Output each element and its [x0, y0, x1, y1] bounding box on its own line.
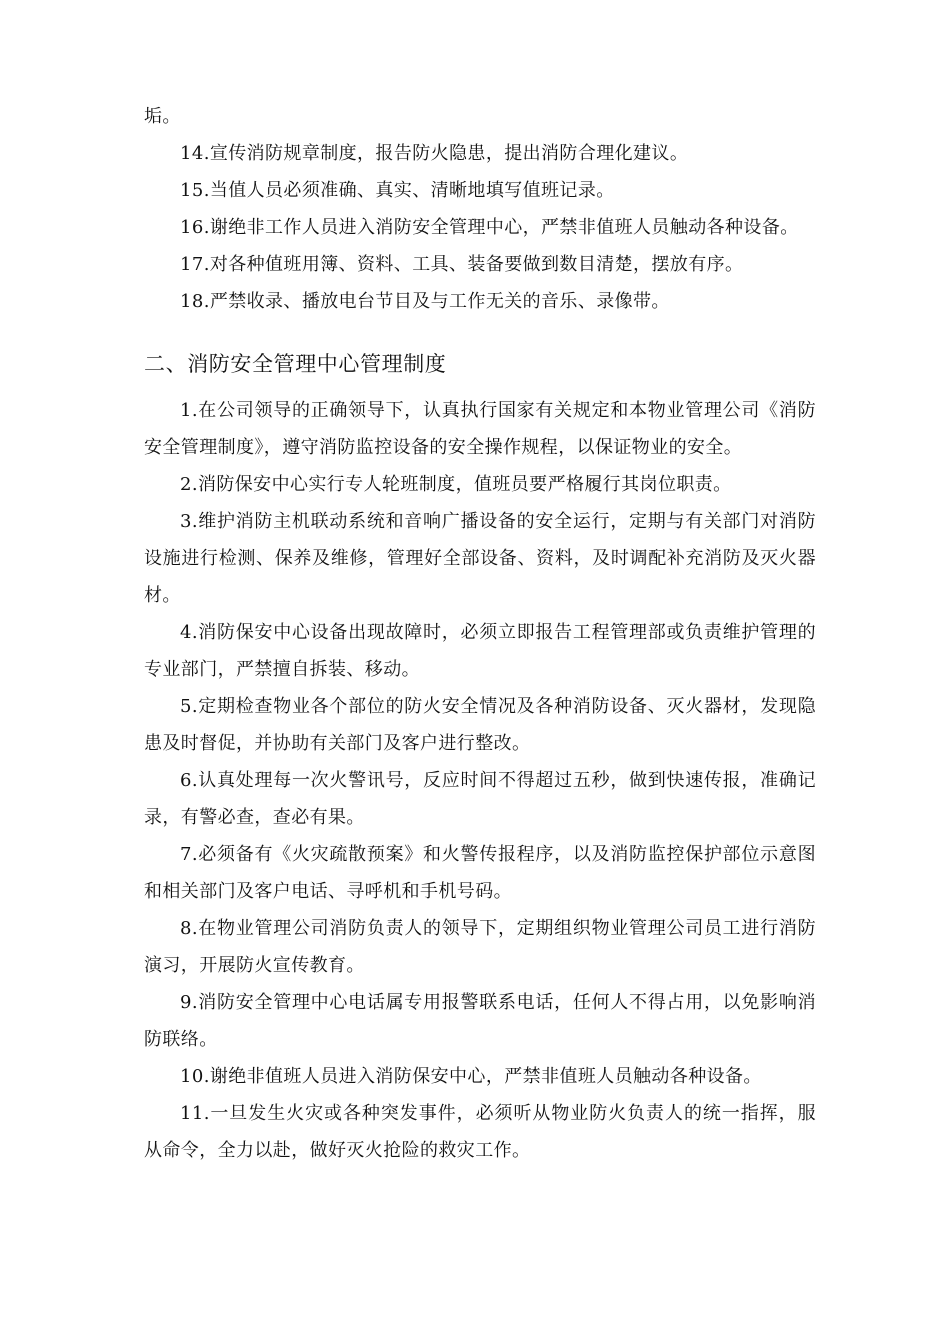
section-spacer — [144, 320, 816, 344]
continuation-text: 垢。 — [144, 106, 181, 127]
rule-item-18: 18.严禁收录、播放电台节目及与工作无关的音乐、录像带。 — [180, 291, 670, 312]
document-body — [144, 98, 816, 1169]
rule-item-15: 15.当值人员必须准确、真实、清晰地填写值班记录。 — [180, 180, 615, 201]
rule-item-4: 4.消防保安中心设备出现故障时，必须立即报告工程管理部或负责维护管理的专业部门，严禁擅自拆装、移动。 — [144, 622, 816, 680]
rule-item-11: 11.一旦发生火灾或各种突发事件，必须听从物业防火负责人的统一指挥，服从命令，全力以赴，做好灭火抢险的救灾工作。 — [144, 1103, 816, 1161]
rule-item-8: 8.在物业管理公司消防负责人的领导下，定期组织物业管理公司员工进行消防演习，开展防火宣传教育。 — [144, 918, 816, 976]
section-heading: 二、消防安全管理中心管理制度 — [144, 352, 447, 376]
rule-item-2: 2.消防保安中心实行专人轮班制度，值班员要严格履行其岗位职责。 — [180, 474, 732, 495]
rule-item-5: 5.定期检查物业各个部位的防火安全情况及各种消防设备、灭火器材，发现隐患及时督促，并协助有关部门及客户进行整改。 — [144, 696, 816, 754]
rule-item-7: 7.必须备有《火灾疏散预案》和火警传报程序，以及消防监控保护部位示意图和相关部门及客户电话、寻呼机和手机号码。 — [144, 844, 816, 902]
rule-item-16: 16.谢绝非工作人员进入消防安全管理中心，严禁非值班人员触动各种设备。 — [180, 217, 799, 238]
rule-item-3: 3.维护消防主机联动系统和音响广播设备的安全运行，定期与有关部门对消防设施进行检测、保养及维修，管理好全部设备、资料，及时调配补充消防及灭火器材。 — [144, 511, 816, 606]
rule-item-1: 1.在公司领导的正确领导下，认真执行国家有关规定和本物业管理公司《消防安全管理制度》，遵守消防监控设备的安全操作规程，以保证物业的安全。 — [144, 400, 816, 458]
rule-item-17: 17.对各种值班用簿、资料、工具、装备要做到数目清楚，摆放有序。 — [180, 254, 744, 275]
rule-item-10: 10.谢绝非值班人员进入消防保安中心，严禁非值班人员触动各种设备。 — [180, 1066, 762, 1087]
rule-item-6: 6.认真处理每一次火警讯号，反应时间不得超过五秒，做到快速传报，准确记录，有警必查，查必有果。 — [144, 770, 816, 828]
rule-item-9: 9.消防安全管理中心电话属专用报警联系电话，任何人不得占用，以免影响消防联络。 — [144, 992, 816, 1050]
rule-item-14: 14.宣传消防规章制度，报告防火隐患，提出消防合理化建议。 — [180, 143, 689, 164]
